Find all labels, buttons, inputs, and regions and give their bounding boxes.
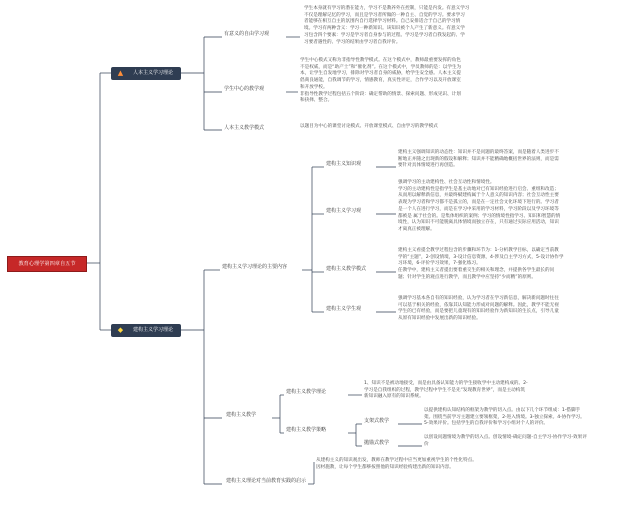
topic-teaching-strategy[interactable]: 建构主义教学策略 [286,427,327,433]
topic-humanism-model[interactable]: 人本主义教学模式 [224,125,265,131]
text-knowledge-view: 建构主义强调知识的动态性：知识并不是问题的最终答案，而是随着人类进步不 断地正并随之出现新的假设和解释；知识并不能精确地概括世界的法则，而是需 要针对具体情境进行再创造。 [398,150,559,169]
topic-student-view[interactable]: 建构主义学生观 [326,306,362,312]
topic-free-learning[interactable]: 有意义的自由学习观 [224,31,270,37]
topic-anchored[interactable]: 抛锚式教学 [364,440,390,446]
text-free-learning: 学生本身就有学习的潜在能力，学习不是教养外在控制，只能是内发。有意义学习 不仅是理解记忆的学习，而且是学习者所做的一种自主、自觉的学习。要求学习 者能够在相互自主的氛围内自行选择学习材料。自己安排适合于自己的学习情 境。学习有两种含义：学习一种新知识。该知识被个人产生了新意义。有意义学 习包含四个要素：学习是学习者自身参与的过程。学习是学习者自我发起的、学 习要者遇性的、学习的结果由学习者自我评价。 [304,6,470,45]
text-student-centered: 学生中心模式又称为非指导性教学模式。在这个模式中，教师最重要发挥的角色 不是权威，而是“助产士”和“催化剂”。在这个模式中，学员教师的是：以学生为 本，让学生自发地学习，排除对学习者自身的威胁，给学生安全感。人本主义提 倡商良通能，自我调节的学习，情感教育，真实性评定，合作学习以及开放课室 和开放学校。 非指导性教学过程包括五个阶段：确定帮助的情景、探索问题、形成见识、计划 和抉择、整合。 [300,58,462,104]
text-teaching-theory: 1、知识不是被动地接受，而是由具备认知能力的学生接收学中主动建构成的。2- 学习是自我组织的过程，教学过程中学生不是先“发现教育世界”，而是主动构筑 新知识融入原有的知识系统。 [364,381,528,400]
flame-icon: ▲ [117,69,124,77]
branch-constructivism-label: 建构主义学习理论 [133,327,174,333]
topic-implications[interactable]: 建构主义理论对当前教育实践的启示 [226,478,307,484]
text-learning-view: 强调学习的主动建构性、社会互动性和情境性。 学习的主动建构性是指学生是基主动地对已有知识经验进行启会、重组和改造； 从而用以解释新信息，并最终赋建构属于个人意义的知识内容；社会互动性主要 表现为学习者和学习都不是孤立的，而是在一定社会文化环境下进行的。学习者 是一个人在进行学习，而是在学习中采用的学习材料，学习阶段以及学习环境等 都被是 属于社会的。是集体组织的案例；学习的情境性指学习、知识和智慧的情 境性，认为知识不可能脱离具体情境而独立存在，只有通过实际应用活动，知识 才离真正被理解。 [398,180,561,232]
branch-humanism-label: 人本主义学习理论 [133,70,174,76]
topic-main-content[interactable]: 建构主义学习理论的主要内容 [222,264,288,270]
topic-learning-view[interactable]: 建构主义学习观 [326,208,362,214]
branch-constructivism[interactable] [111,324,181,337]
topic-teaching-model[interactable]: 建构主义教学模式 [326,266,367,272]
topic-teaching-theory[interactable]: 建构主义教学理论 [286,389,327,395]
topic-constructivist-teaching[interactable]: 建构主义教学 [226,412,257,418]
text-student-view: 强调学习基本各自有的知识经验，认为学习者在学习新信息，解决新问题时往往 可以基于相关的经验，依靠其认知能力形成对问题的解释。因此，教学不能无视 学生的已有经验，而是要把儿童现有的知识经验作为新知识的生长点，引导儿童 从原有知识经验中发展出新的知识经验。 [398,296,559,322]
text-teaching-model: 建构主义看提全教学过程包含的步骤和环节为：1-分析教学目标，以确定当前教 学的“主题”，2-创设情境，3-设计信息资源，4-涉及自主学习方式，5-设计协作学 习环境，6-评价学习效果，7-强化练习。 任教学中，建构主义者提出要着重交生的相关和理念，并提供各学生最长的问 题；针对学生的观点进行教学，而且教学中应坚持“少而精”的原则。 [398,248,564,280]
text-implications: 从建构主义的知识观出发，教师在教学过程中应当更加重视学生的个性化特点。 因材施教，让每个学生都够按照他的知识经验构建出新的知识内容。 [316,458,477,470]
topic-student-centered[interactable]: 学生中心的教学观 [224,86,265,92]
topic-knowledge-view[interactable]: 建构主义知识观 [326,161,362,167]
text-anchored: 以创设问题情境为教学的切入点。创设情境-确定问题-自主学习-协作学习-效果评 价 [424,435,587,447]
root-node[interactable]: 教育心理学第四章自五节 [7,256,87,272]
branch-humanism[interactable] [111,67,181,80]
text-scaffolding: 以提供建构认知结构的框架为教学的切入点。由以下几个环节组成：1-搭脚手 架。围绕当前学习主题建立要领框架，2-进入情境。3-独立探索。4-协作学习。 5-效果评价。包括学生的自我评价和学习小组对个人的评价。 [424,408,585,427]
gem-icon: ◆ [117,326,124,334]
text-humanism-model: 以题目为中心的课堂讨论模式、开放课堂模式、自由学习的教学模式 [300,124,438,129]
topic-scaffolding[interactable]: 支架式教学 [364,418,390,424]
